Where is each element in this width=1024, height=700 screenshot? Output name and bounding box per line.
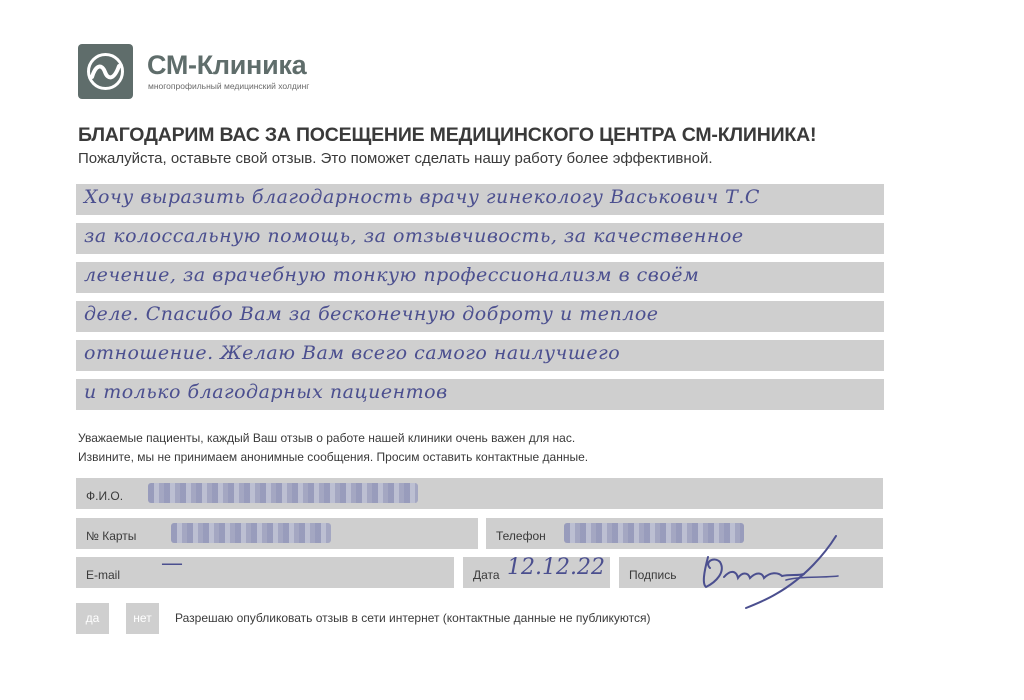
review-line [76, 262, 884, 293]
review-line [76, 301, 884, 332]
signature-label: Подпись [629, 568, 677, 582]
date-value: 12.12.22 [507, 555, 605, 580]
email-label: E-mail [86, 568, 121, 582]
fio-label: Ф.И.О. [86, 489, 124, 503]
consent-no-button[interactable]: нет [126, 603, 159, 634]
page-subtitle: Пожалуйста, оставьте свой отзыв. Это поможет сделать нашу работу более эффективной. [78, 150, 713, 167]
consent-text: Разрешаю опубликовать отзыв в сети интернет (контактные данные не публикуются) [175, 611, 651, 625]
card-number-field[interactable] [76, 518, 478, 549]
logo-icon [78, 44, 133, 99]
phone-label: Телефон [496, 529, 546, 543]
fio-redacted-value [148, 483, 418, 503]
review-line-text: за колоссальную помощь, за отзывчивость, за качественное [84, 225, 744, 247]
review-line [76, 340, 884, 371]
fio-field[interactable] [76, 478, 883, 509]
card-number-label: № Карты [86, 529, 137, 543]
review-line [76, 223, 884, 254]
review-line-text: и только благодарных пациентов [84, 381, 448, 403]
signature-icon [686, 532, 856, 617]
date-field[interactable] [463, 557, 610, 588]
review-line-text: отношение. Желаю Вам всего самого наилучшего [84, 342, 621, 364]
consent-yes-button[interactable]: да [76, 603, 109, 634]
page-title: БЛАГОДАРИМ ВАС ЗА ПОСЕЩЕНИЕ МЕДИЦИНСКОГО ЦЕНТРА СМ-КЛИНИКА! [78, 124, 817, 146]
notice-line-1: Уважаемые пациенты, каждый Ваш отзыв о работе нашей клиники очень важен для нас. [78, 431, 576, 445]
date-label: Дата [473, 568, 500, 582]
card-number-redacted-value [171, 523, 331, 543]
review-line [76, 184, 884, 215]
email-value: — [161, 551, 183, 576]
notice-line-2: Извините, мы не принимаем анонимные сообщения. Просим оставить контактные данные. [78, 450, 589, 464]
review-line-text: деле. Спасибо Вам за бесконечную доброту и теплое [84, 303, 659, 325]
email-field[interactable] [76, 551, 454, 588]
review-line-text: лечение, за врачебную тонкую профессионализм в своём [84, 264, 700, 286]
review-line [76, 379, 884, 410]
review-text-area[interactable] [76, 184, 884, 418]
brand-name: СМ-Клиника [147, 50, 307, 80]
review-line-text: Хочу выразить благодарность врачу гинекологу Васькович Т.С [84, 186, 760, 208]
brand-tagline: многопрофильный медицинский холдинг [148, 81, 310, 91]
